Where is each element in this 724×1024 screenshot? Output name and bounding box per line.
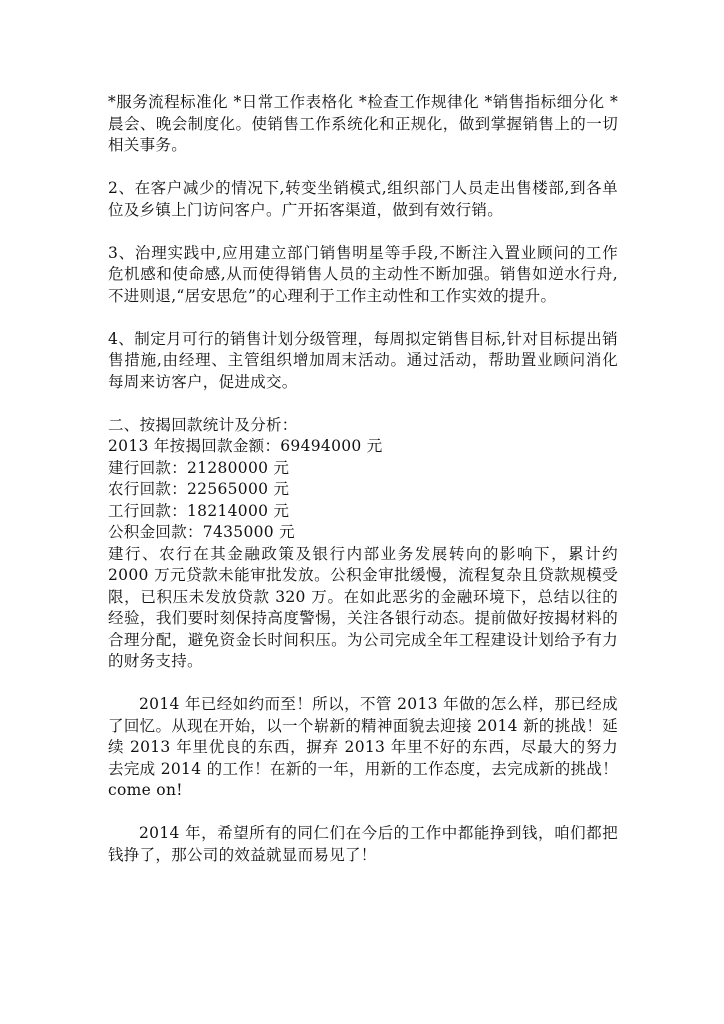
sales-plan-paragraph: 4、制定月可行的销售计划分级管理，每周拟定销售目标,针对目标提出销售措施,由经理、主管组织增加周末活动。通过活动，帮助置业顾问消化每周来访客户，促进成交。 <box>108 329 618 391</box>
abc-payment-line: 农行回款：22565000 元 <box>108 480 290 498</box>
analysis-paragraph: 建行、农行在其金融政策及银行内部业务发展转向的影响下，累计约 2000 万元贷款未能审批发放。公积金审批缓慢，流程复杂且贷款规模受限，已积压未发放贷款 320 万。在如此恶劣的金融环境下，总结以往的经验，我们要时刻保持高度警惕，关注各银行动态。提前做好按揭材料的合理分配，避免资金长时间积压。为公司完成全年工程建设计划给予有力的财务支持。 <box>108 544 618 670</box>
section-title: 二、按揭回款统计及分析： <box>108 415 298 434</box>
mortgage-section <box>108 415 618 673</box>
total-payment-line: 2013 年按揭回款金额：69494000 元 <box>108 437 383 455</box>
closing-paragraph-1: 2014 年已经如约而至！所以，不管 2013 年做的怎么样，那已经成了回忆。从现在开始，以一个崭新的精神面貌去迎接 2014 新的挑战！延续 2013 年里优良的东西，摒弃 2013 年里不好的东西，尽最大的努力去完成 2014 的工作！在新的一年，用新的工作态度，去完成新的挑战！come on! <box>108 695 618 799</box>
standards-paragraph: *服务流程标准化 *日常工作表格化 *检查工作规律化 *销售指标细分化 *晨会、晚会制度化。使销售工作系统化和正规化，做到掌握销售上的一切相关事务。 <box>108 93 618 154</box>
housing-fund-payment-line: 公积金回款：7435000 元 <box>108 523 295 541</box>
customer-visit-paragraph: 2、在客户减少的情况下,转变坐销模式,组织部门人员走出售楼部,到各单位及乡镇上门访问客户。广开拓客渠道，做到有效行销。 <box>108 179 618 219</box>
ccb-payment-line: 建行回款：21280000 元 <box>108 458 290 477</box>
icbc-payment-line: 工行回款：18214000 元 <box>108 501 290 520</box>
document-page <box>108 92 618 888</box>
sales-motivation-paragraph: 3、治理实践中,应用建立部门销售明星等手段,不断注入置业顾问的工作危机感和使命感,从而使得销售人员的主动性不断加强。销售如逆水行舟,不进则退,“居安思危”的心理利于工作主动性和工作实效的提升。 <box>108 243 618 305</box>
closing-paragraph-2: 2014 年，希望所有的同仁们在今后的工作中都能挣到钱，咱们都把钱挣了，那公司的效益就显而易见了！ <box>108 824 618 864</box>
